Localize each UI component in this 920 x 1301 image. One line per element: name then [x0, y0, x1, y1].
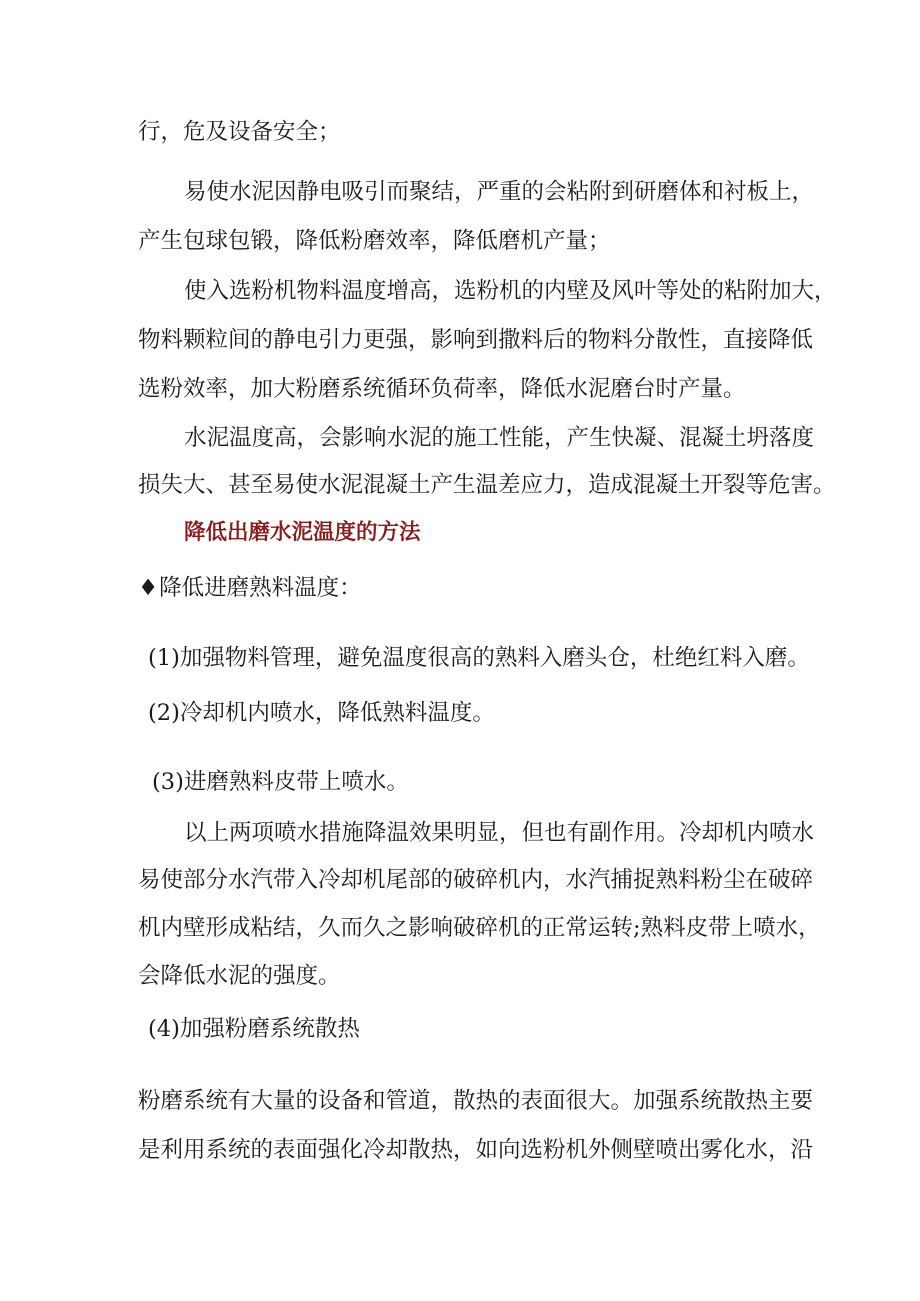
paragraph-line: 以上两项喷水措施降温效果明显，但也有副作用。冷却机内喷水	[184, 820, 815, 846]
paragraph-line: 是利用系统的表面强化冷却散热，如向选粉机外侧壁喷出雾化水，沿	[138, 1137, 814, 1163]
paragraph-line: 易使水泥因静电吸引而聚结，严重的会粘附到研磨体和衬板上，	[184, 179, 815, 205]
paragraph-line: 使入选粉机物料温度增高，选粉机的内壁及风叶等处的粘附加大，	[184, 278, 837, 304]
bullet-text: 降低进磨熟料温度：	[159, 575, 362, 601]
paragraph-line: 产生包球包锻，降低粉磨效率，降低磨机产量；	[138, 228, 611, 254]
list-item: (3)进磨熟料皮带上喷水。	[152, 769, 409, 795]
paragraph-line: 粉磨系统有大量的设备和管道，散热的表面很大。加强系统散热主要	[138, 1088, 814, 1114]
diamond-bullet-icon: ♦	[138, 575, 159, 601]
paragraph-line: 机内壁形成粘结，久而久之影响破碎机的正常运转;熟料皮带上喷水，	[138, 915, 821, 941]
paragraph-line: 水泥温度高，会影响水泥的施工性能，产生快凝、混凝土坍落度	[184, 425, 815, 451]
paragraph-line: 损失大、甚至易使水泥混凝土产生温差应力，造成混凝土开裂等危害。	[138, 472, 836, 498]
list-item: (1)加强物料管理，避免温度很高的熟料入磨头仓，杜绝红料入磨。	[148, 645, 810, 671]
bullet-line	[138, 577, 796, 600]
paragraph-line: 选粉效率，加大粉磨系统循环负荷率，降低水泥磨台时产量。	[138, 376, 746, 402]
paragraph-line: 易使部分水汽带入冷却机尾部的破碎机内，水汽捕捉熟料粉尘在破碎	[138, 867, 814, 893]
paragraph-line: 物料颗粒间的静电引力更强，影响到撒料后的物料分散性，直接降低	[138, 327, 814, 353]
section-heading: 降低出磨水泥温度的方法	[184, 520, 421, 545]
list-item: (4)加强粉磨系统散热	[148, 1016, 360, 1042]
list-item: (2)冷却机内喷水，降低熟料温度。	[148, 700, 495, 726]
paragraph-line: 会降低水泥的强度。	[138, 963, 341, 989]
paragraph-line: 行，危及设备安全；	[138, 119, 341, 145]
